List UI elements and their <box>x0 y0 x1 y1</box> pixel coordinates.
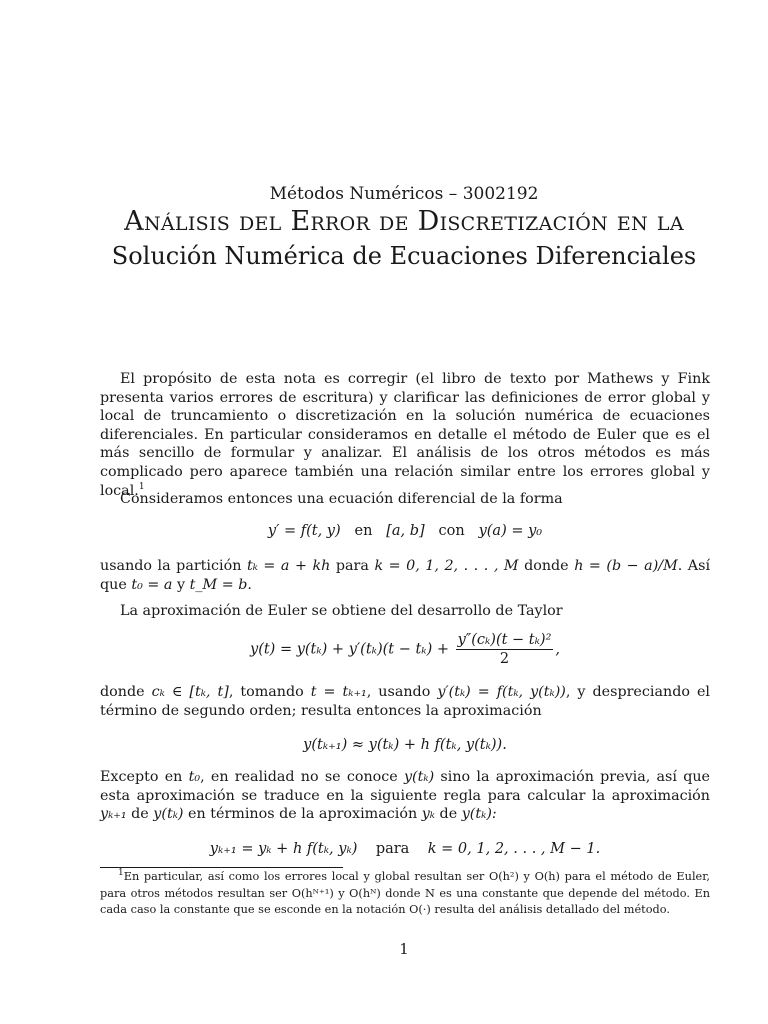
p3-c: donde <box>524 558 569 574</box>
paragraph-4: La aproximación de Euler se obtiene del desarrollo de Taylor <box>120 603 563 619</box>
equation-ode <box>100 523 710 539</box>
p3-e: y <box>177 576 186 593</box>
paragraph-2-block <box>100 490 710 509</box>
eq2-fraction <box>456 632 554 667</box>
eq1-con: con <box>438 523 465 539</box>
course-heading: Métodos Numéricos – 3002192 <box>269 184 539 204</box>
intro-text: El propósito de esta nota es corregir (el libro de texto por Mathews y Fink presenta varios errores de escritura) y clarificar las definiciones de error global y local de truncamiento o discretización en la solución numérica de ecuaciones diferenciales. En particular consideramos en detalle el método de Euler que es el más sencillo de formular y analizar. El análisis de los otros métodos es más complicado pero aparece también una relación similar entre los errores global y local. <box>100 371 710 499</box>
p5-d: , y despreciando el término de segundo orden; resulta entonces la aproximación <box>100 684 710 719</box>
p6-yk1: yₖ₊₁ <box>100 806 127 823</box>
eq2-numerator: y″(cₖ)(t − tₖ)² <box>457 632 552 648</box>
eq1-en: en <box>354 523 373 539</box>
p6-b: , en realidad no se conoce <box>200 769 398 785</box>
eq1-ic: y(a) = y₀ <box>478 523 543 539</box>
footnote-number: 1 <box>118 868 124 879</box>
p3-tM: t_M = b. <box>189 576 252 593</box>
p6-c: sino la aproximación previa, así que esta aproximación se traduce en la siguiente regla para calcular la aproximación <box>100 769 711 804</box>
p6-yk: yₖ <box>421 806 435 823</box>
eq2-end: , <box>555 641 560 658</box>
p3-h: h = (b − a)/M <box>574 558 678 574</box>
p5-ck: cₖ ∈ [tₖ, t] <box>151 684 229 700</box>
title-line-1: Análisis del Error de Discretización en la <box>124 206 684 237</box>
p6-a: Excepto en <box>100 769 183 785</box>
paragraph-3 <box>100 557 710 594</box>
p6-d: de <box>131 806 149 823</box>
p5-b: , tomando <box>228 684 304 700</box>
eq2-denominator: 2 <box>499 651 510 667</box>
paragraph-2: Consideramos entonces una ecuación diferencial de la forma <box>120 491 563 507</box>
title-line-2: Solución Numérica de Ecuaciones Diferenciales <box>111 242 697 270</box>
p5-yprime: y′(tₖ) = f(tₖ, y(tₖ)) <box>437 684 566 700</box>
p6-ytk3: y(tₖ): <box>461 806 497 823</box>
eq1-interval: [a, b] <box>386 523 425 539</box>
equation-euler-rule <box>100 841 710 857</box>
p6-t0: t₀ <box>188 769 201 785</box>
p3-d: . Así que <box>100 558 711 593</box>
page-number: 1 <box>399 940 409 958</box>
p6-f: de <box>439 806 458 823</box>
p6-ytk2: y(tₖ) <box>153 806 184 823</box>
paragraph-4-block <box>100 602 710 621</box>
paragraph-6-block <box>100 768 710 824</box>
eq4-lhs: yₖ₊₁ = yₖ + h f(tₖ, yₖ) <box>209 841 358 857</box>
p3-a: usando la partición <box>100 558 242 574</box>
footnote <box>100 869 710 919</box>
p3-krange: k = 0, 1, 2, . . . , M <box>374 558 519 574</box>
eq4-range: k = 0, 1, 2, . . . , M − 1. <box>427 841 601 857</box>
paragraph-5-block <box>100 683 710 720</box>
footnote-rule <box>100 867 343 868</box>
eq4-para: para <box>375 841 410 857</box>
paragraph-5 <box>100 683 710 720</box>
equation-taylor <box>100 632 710 667</box>
eq2-lhs: y(t) = y(tₖ) + y′(tₖ)(t − tₖ) + <box>250 641 449 658</box>
footnote-text: En particular, así como los errores local y global resultan ser O(h²) y O(h) para el método de Euler, para otros métodos resultan ser O(hᴺ⁺¹) y O(hᴺ) donde N es una constante que depende del método. En cada caso la constante que se esconde en la notación O(·) resulta del análisis detallado del método. <box>100 870 710 916</box>
footnote-mark: 1 <box>138 481 145 492</box>
p3-b: para <box>335 558 369 574</box>
paragraph-6 <box>100 768 710 824</box>
intro-paragraph-block <box>100 370 710 500</box>
paragraph-3-block <box>100 557 710 594</box>
intro-paragraph <box>100 370 710 500</box>
p3-tk: tₖ = a + kh <box>246 558 331 574</box>
p5-a: donde <box>100 684 145 700</box>
equation-euler-approx: y(tₖ₊₁) ≈ y(tₖ) + h f(tₖ, y(tₖ)). <box>303 737 507 753</box>
p6-ytk: y(tₖ) <box>403 769 435 785</box>
p5-t: t = tₖ₊₁ <box>310 684 367 700</box>
p6-e: en términos de la aproximación <box>188 806 418 823</box>
footnote-text-line <box>100 869 710 919</box>
p3-t0: t₀ = a <box>131 576 173 593</box>
p5-c: , usando <box>366 684 431 700</box>
eq1-lhs: y′ = f(t, y) <box>267 523 341 539</box>
